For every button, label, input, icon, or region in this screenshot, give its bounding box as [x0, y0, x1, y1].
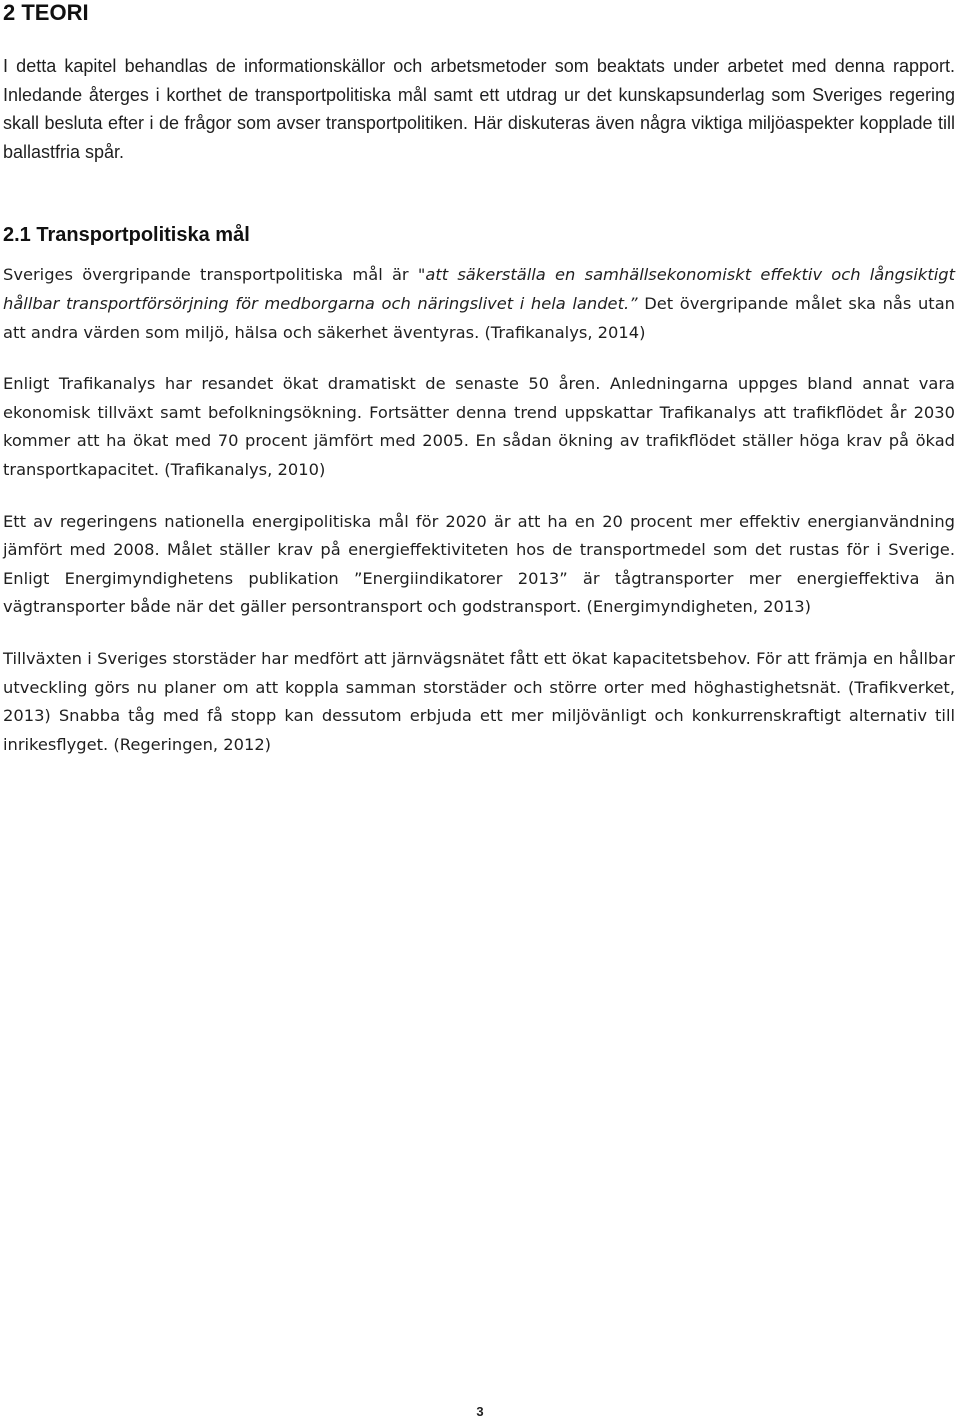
- section-heading: 2.1 Transportpolitiska mål: [3, 224, 250, 247]
- paragraph-rail-capacity: Tillväxten i Sveriges storstäder har medfört att järnvägsnätet fått ett ökat kapacitetsbehov. För att främja en hållbar utveckling görs nu planer om att koppla samman storstäder och större orter med höghastighetsnät. (Trafikverket, 2013) Snabba tåg med få stopp kan dessutom erbjuda ett mer miljövänligt och konkurrenskraftigt alternativ till inrikesflyget. (Regeringen, 2012): [3, 648, 955, 754]
- page-number: 3: [476, 1404, 484, 1419]
- paragraph-traffic-growth: Enligt Trafikanalys har resandet ökat dramatiskt de senaste 50 åren. Anledningarna uppges bland annat vara ekonomisk tillväxt samt befolkningsökning. Fortsätter denna trend uppskattar Trafikanalys att trafikflödet år 2030 kommer att ha ökat med 70 procent jämfört med 2005. En sådan ökning av trafikflödet ställer höga krav på ökad transportkapacitet. (Trafikanalys, 2010): [3, 374, 955, 479]
- paragraph-energy-goal: Ett av regeringens nationella energipolitiska mål för 2020 är att ha en 20 procent mer effektiv energianvändning jämfört med 2008. Målet ställer krav på energieffektiviteten hos de transportmedel som det rustas för i Sverige. Enligt Energimyndighetens publikation ”Energiindikatorer 2013” är tågtransporter mer energieffektiva än vägtransporter både när det gäller persontransport och godstransport. (Energimyndigheten, 2013): [3, 511, 955, 617]
- paragraph-lead-text: Sveriges övergripande transportpolitiska mål är: [3, 265, 418, 285]
- paragraph-transport-goal: [3, 261, 955, 347]
- chapter-heading: 2 TEORI: [3, 0, 89, 25]
- chapter-intro-paragraph: I detta kapitel behandlas de informationskällor och arbetsmetoder som beaktats under arbetet med denna rapport. Inledande återges i korthet de transportpolitiska mål samt ett utdrag ur det kunskapsunderlag som Sveriges regering skall besluta efter i de frågor som avser transportpolitiken. Här diskuteras även några viktiga miljöaspekter kopplade till ballastfria spår.: [3, 56, 955, 162]
- document-page: [3, 0, 955, 759]
- paragraph-tail-text: Det övergripande målet ska nås utan att andra värden som miljö, hälsa och säkerhet äventyras. (Trafikanalys, 2014): [3, 293, 955, 342]
- goal-quote: "att säkerställa en samhällsekonomiskt effektiv och långsiktigt hållbar transportförsörjning för medborgarna och näringslivet i hela landet.”: [3, 265, 955, 313]
